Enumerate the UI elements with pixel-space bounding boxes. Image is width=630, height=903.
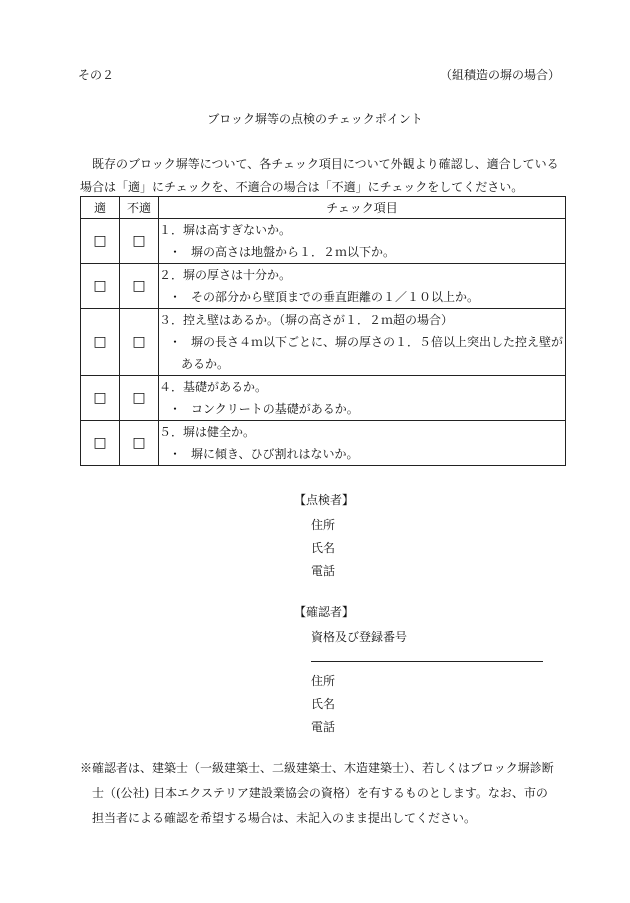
qualification-underline [311,661,543,662]
header-ng: 不適 [120,197,159,219]
check-item-title: ５．塀は健全か。 [159,425,256,439]
footnote-line-3: 担当者による確認を希望する場合は、未記入のまま提出してください。 [92,811,477,825]
check-item-detail-text: 塀の高さは地盤から１．２ｍ以下か。 [191,245,396,259]
intro-line-2: 場合は「適」にチェックを、不適合の場合は「不適」にチェックをしてください。 [80,180,524,194]
check-item-detail [169,398,565,420]
check-item-detail-text: 塀に傾き、ひび割れはないか。 [191,447,359,461]
confirmer-phone-label: 電話 [311,720,336,734]
footnote [80,756,570,831]
table-header-row [81,197,566,219]
header-item: チェック項目 [159,197,566,219]
check-item-4 [159,376,566,421]
header-ok: 適 [81,197,120,219]
confirmer-name-label: 氏名 [311,697,336,711]
check-item-1 [159,219,566,264]
checkbox-ng-3[interactable]: □ [120,309,159,376]
page-category: （組積造の塀の場合） [439,68,560,82]
intro-paragraph [80,153,570,199]
check-item-2 [159,264,566,309]
footnote-line-1: ※確認者は、建築士（一級建築士、二級建築士、木造建築士）、若しくはブロック塀診断 [80,761,554,775]
checkbox-ok-4[interactable]: □ [81,376,120,421]
table-row [81,421,566,466]
checklist-table [80,196,566,466]
inspector-heading: 【点検者】 [294,493,355,507]
checkbox-ok-1[interactable]: □ [81,219,120,264]
inspector-address-label: 住所 [311,518,336,532]
inspector-phone-label: 電話 [311,564,336,578]
checkbox-ok-2[interactable]: □ [81,264,120,309]
check-item-title: ３．控え壁はあるか。（塀の高さが１．２ｍ超の場合） [159,313,454,327]
checkbox-ng-4[interactable]: □ [120,376,159,421]
checkbox-ng-1[interactable]: □ [120,219,159,264]
check-item-title: ２．塀の厚さは十分か。 [159,268,292,282]
check-item-5 [159,421,566,466]
table-row [81,376,566,421]
inspector-name-label: 氏名 [311,541,336,555]
intro-line-1: 既存のブロック塀等について、各チェック項目について外観より確認し、適合している [92,157,559,171]
bullet: ・ [169,447,182,461]
bullet: ・ [169,335,182,349]
checkbox-ok-3[interactable]: □ [81,309,120,376]
page-label: その２ [78,68,115,82]
check-item-detail [169,286,565,308]
check-item-detail [169,241,565,263]
footnote-line-2: 士（(公社) 日本エクステリア建設業協会の資格）を有するものとします。なお、市の [92,786,548,800]
check-item-detail-text: コンクリートの基礎があるか。 [191,402,359,416]
bullet: ・ [169,245,182,259]
check-item-detail [169,331,565,375]
check-item-detail-text: その部分から壁頂までの垂直距離の１／１０以上か。 [191,290,480,304]
bullet: ・ [169,402,182,416]
table-row [81,264,566,309]
confirmer-address-label: 住所 [311,674,336,688]
table-row [81,309,566,376]
checkbox-ng-5[interactable]: □ [120,421,159,466]
check-item-detail [169,443,565,465]
check-item-3 [159,309,566,376]
confirmer-qualification-label: 資格及び登録番号 [311,630,408,644]
bullet: ・ [169,290,182,304]
check-item-detail-text: 塀の長さ４ｍ以下ごとに、塀の厚さの１．５倍以上突出した控え壁があるか。 [181,335,564,371]
checkbox-ok-5[interactable]: □ [81,421,120,466]
document-title: ブロック塀等の点検のチェックポイント [207,112,423,126]
check-item-title: ４．基礎があるか。 [159,380,268,394]
confirmer-heading: 【確認者】 [294,605,355,619]
checkbox-ng-2[interactable]: □ [120,264,159,309]
check-item-title: １．塀は高すぎないか。 [159,223,292,237]
table-row [81,219,566,264]
